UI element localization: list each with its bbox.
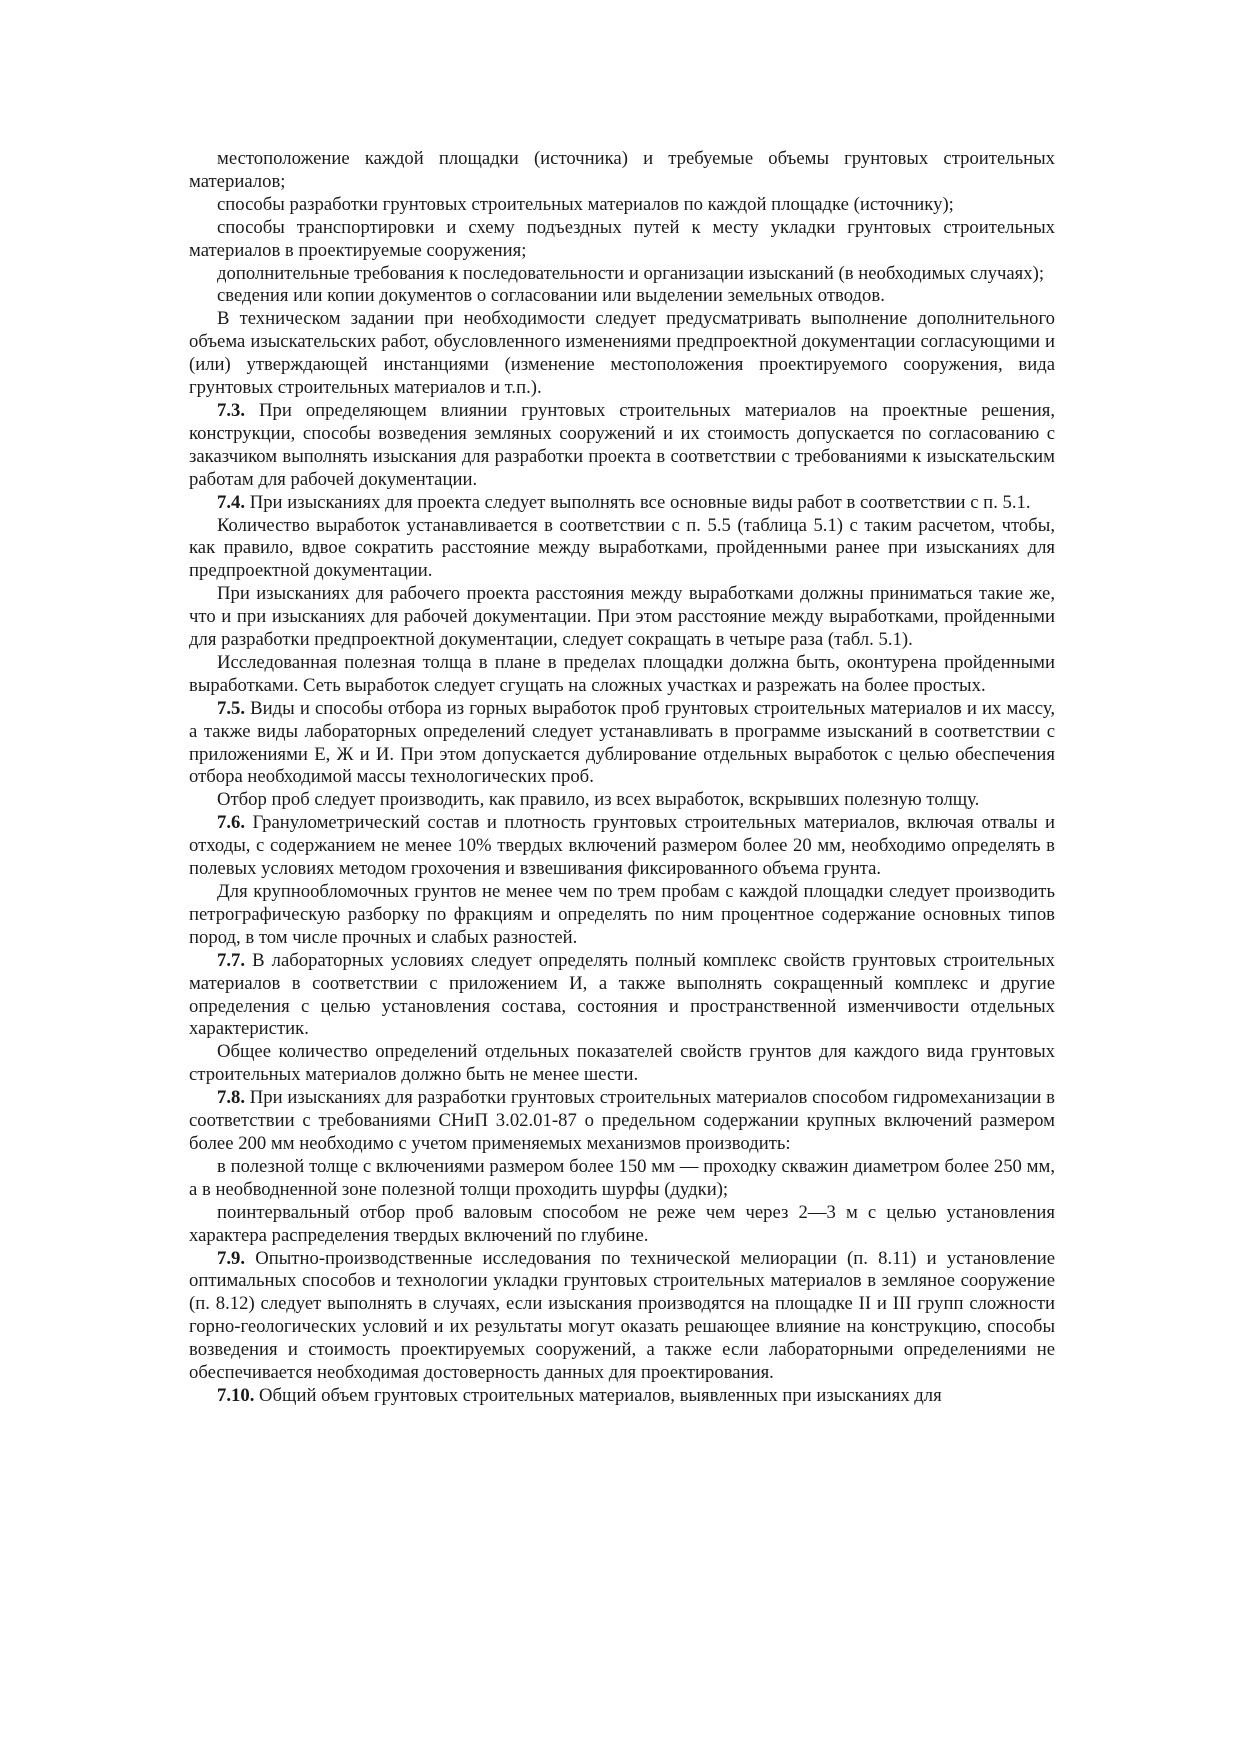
document-page (189, 148, 1055, 1408)
paragraph-text: способы транспортировки и схему подъездных путей к месту укладки грунтовых строительных материалов в проектируемые сооружения; (189, 216, 1055, 261)
paragraph (189, 1156, 1055, 1202)
paragraph-text: В лабораторных условиях следует определять полный комплекс свойств грунтовых строительных материалов в соответствии с приложением И, а также выполнять сокращенный комплекс и другие определения с целью установления состава, состояния и пространственной изменчивости отдельных характеристик. (189, 949, 1056, 1040)
paragraph-text: сведения или копии документов о согласовании или выделении земельных отводов. (217, 285, 885, 307)
paragraph (189, 698, 1055, 790)
clause-number: 7.4. (217, 491, 246, 513)
paragraph-text: Общее количество определений отдельных показателей свойств грунтов для каждого вида грунтовых строительных материалов должно быть не менее шести. (189, 1041, 1055, 1086)
paragraph (189, 263, 1055, 286)
paragraph (189, 400, 1055, 492)
clause-number: 7.8. (217, 1087, 246, 1109)
paragraph (189, 1041, 1055, 1087)
clause-number: 7.6. (217, 812, 246, 834)
clause-number: 7.3. (217, 399, 246, 421)
clause-number: 7.10. (217, 1384, 255, 1406)
paragraph-text: способы разработки грунтовых строительных материалов по каждой площадке (источнику); (217, 193, 954, 215)
paragraph-text: Для крупнообломочных грунтов не менее чем по трем пробам с каждой площадки следует производить петрографическую разборку по фракциям и определять по ним процентное содержание основных типов пород, в том числе прочных и слабых разностей. (189, 881, 1055, 948)
paragraph (189, 583, 1055, 652)
paragraph-text: Исследованная полезная толща в плане в пределах площадки должна быть, оконтурена пройденными выработками. Сеть выработок следует сгущать на сложных участках и разрежать на более простых. (189, 651, 1055, 696)
paragraph-text: местоположение каждой площадки (источника) и требуемые объемы грунтовых строительных материалов; (189, 148, 1055, 192)
clause-number: 7.7. (217, 949, 246, 971)
paragraph-text: Гранулометрический состав и плотность грунтовых строительных материалов, включая отвалы и отходы, с содержанием не менее 10% твердых включений размером более 20 мм, необходимо определять в полевых условиях методом грохочения и взвешивания фиксированного объема грунта. (189, 812, 1056, 880)
paragraph-text: Опытно-производственные исследования по технической мелиорации (п. 8.11) и установление оптимальных способов и технологии укладки грунтовых строительных материалов в земляное сооружение (п. 8.12) следует выполнять в случаях, если изыскания производятся на площадке II и III групп сложности горно-геологических условий и их результаты могут оказать решающее влияние на конструкцию, способы возведения и стоимость проектируемых сооружений, а также если лабораторными определениями не обеспечивается необходимая достоверность данных для проектирования. (189, 1247, 1055, 1384)
paragraph (189, 1087, 1055, 1156)
paragraph-text: При изысканиях для разработки грунтовых строительных материалов способом гидромеханизации в соответствии с требованиями СНиП 3.02.01-87 о предельном содержании крупных включений размером более 200 мм необходимо с учетом применяемых механизмов производить: (189, 1087, 1055, 1154)
paragraph (189, 1202, 1055, 1248)
paragraph (189, 881, 1055, 950)
paragraph-text: При изысканиях для проекта следует выполнять все основные виды работ в соответствии с п. 5.1. (249, 491, 1031, 513)
paragraph-text: Отбор проб следует производить, как правило, из всех выработок, вскрывших полезную толщу. (217, 789, 980, 811)
paragraph-text: дополнительные требования к последовательности и организации изысканий (в необходимых случаях); (217, 262, 1045, 284)
paragraph (189, 1248, 1055, 1385)
paragraph (189, 285, 1055, 308)
paragraph (189, 515, 1055, 584)
paragraph (189, 217, 1055, 263)
paragraph (189, 194, 1055, 217)
paragraph-text: поинтервальный отбор проб валовым способом не реже чем через 2—3 м с целью установления характера распределения твердых включений по глубине. (189, 1201, 1055, 1246)
paragraph (189, 950, 1055, 1042)
paragraph-text: Общий объем грунтовых строительных материалов, выявленных при изысканиях для (259, 1384, 942, 1406)
paragraph-text: в полезной толще с включениями размером более 150 мм — проходку скважин диаметром более 250 мм, а в необводненной зоне полезной толщи проходить шурфы (дудки); (189, 1155, 1055, 1200)
paragraph-text: В техническом задании при необходимости следует предусматривать выполнение дополнительного объема изыскательских работ, обусловленного изменениями предпроектной документации согласующими и (или) утверждающей инстанциями (изменение местоположения проектируемого сооружения, вида грунтовых строительных материалов и т.п.). (189, 308, 1055, 399)
clause-number: 7.5. (217, 697, 246, 719)
paragraph (189, 1385, 1055, 1408)
paragraph (189, 148, 1055, 194)
paragraph (189, 789, 1055, 812)
clause-number: 7.9. (217, 1247, 246, 1269)
paragraph (189, 492, 1055, 515)
paragraph-text: При изысканиях для рабочего проекта расстояния между выработками должны приниматься такие же, что и при изысканиях для рабочей документации. При этом расстояние между выработками, пройденными для разработки предпроектной документации, следует сокращать в четыре раза (табл. 5.1). (189, 583, 1055, 651)
paragraph-text: При определяющем влиянии грунтовых строительных материалов на проектные решения, конструкции, способы возведения земляных сооружений и их стоимость допускается по согласованию с заказчиком выполнять изыскания для разработки проекта в соответствии с требованиями к изыскательским работам для рабочей документации. (189, 399, 1055, 490)
paragraph (189, 652, 1055, 698)
paragraph (189, 812, 1055, 881)
paragraph-text: Количество выработок устанавливается в соответствии с п. 5.5 (таблица 5.1) с таким расчетом, чтобы, как правило, вдвое сократить расстояние между выработками, пройденными ранее при изысканиях для предпроектной документации. (189, 514, 1055, 582)
paragraph (189, 308, 1055, 400)
paragraph-text: Виды и способы отбора из горных выработок проб грунтовых строительных материалов и их массу, а также виды лабораторных определений следует устанавливать в программе изысканий в соответствии с приложениями Е, Ж и И. При этом допускается дублирование отдельных выработок с целью обеспечения отбора необходимой массы технологических проб. (189, 697, 1056, 788)
